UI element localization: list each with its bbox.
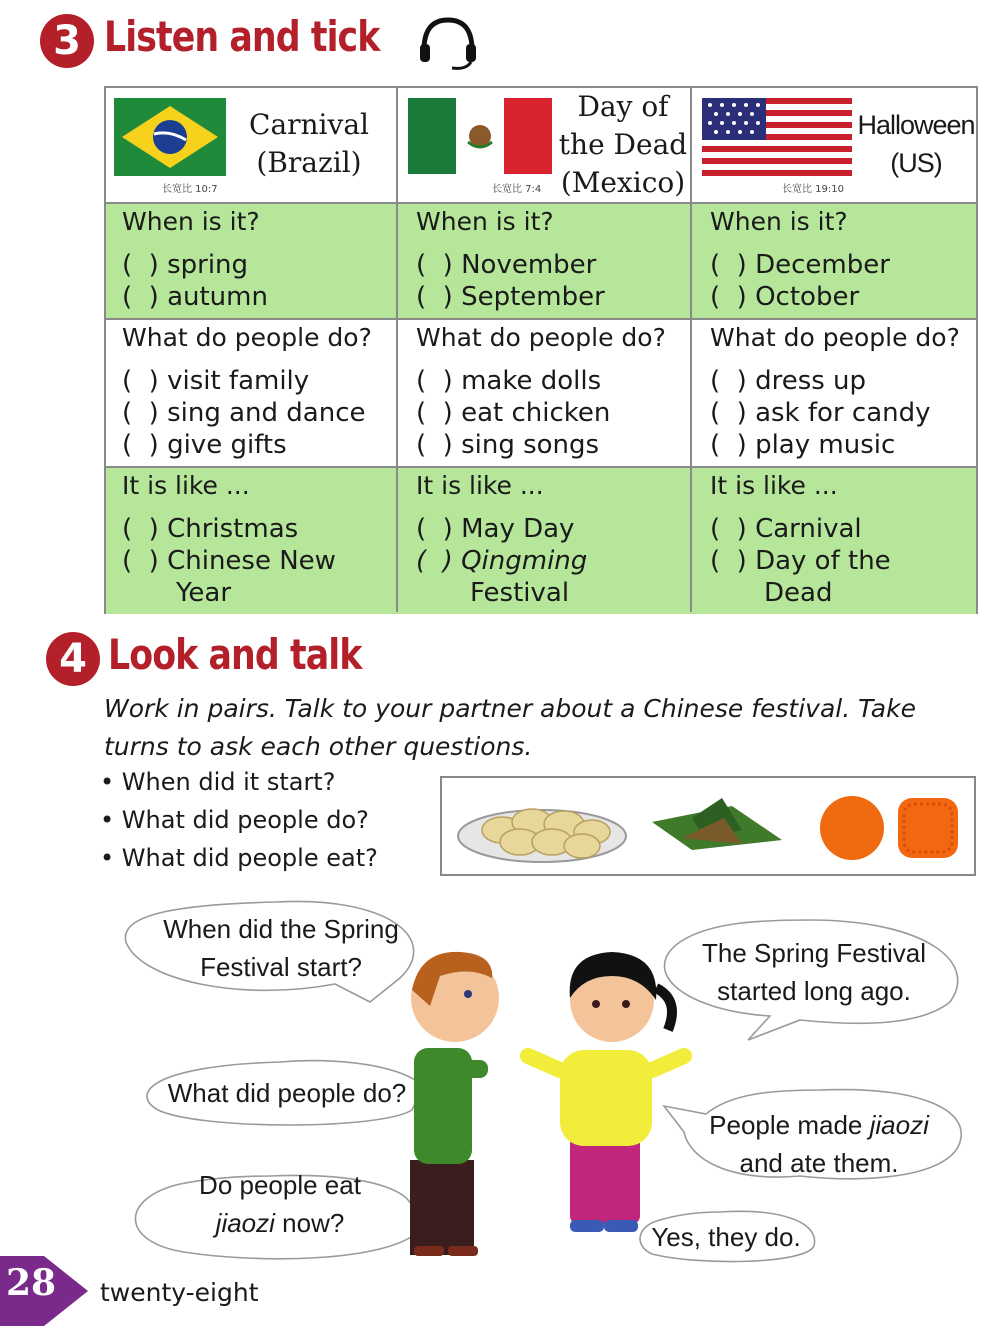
food-illustration xyxy=(442,778,974,874)
instruction-line-1: Work in pairs. Talk to your partner about a Chinese festival. Take xyxy=(104,694,916,723)
speech-bubble-boy-1: When did the Spring Festival start? xyxy=(163,914,399,982)
option[interactable]: ( ) spring xyxy=(122,250,249,280)
question-like: It is like ... xyxy=(122,471,250,500)
row-divider xyxy=(106,466,976,468)
question-like: It is like ... xyxy=(710,471,838,500)
option[interactable]: ( ) Day of the xyxy=(710,546,891,576)
speech-bubble-boy-3: Do people eat jiaozi now? xyxy=(199,1170,361,1238)
section-number-badge: 3 xyxy=(40,14,94,68)
option-continued: Dead xyxy=(764,578,833,608)
option[interactable]: ( ) October xyxy=(710,282,860,312)
option[interactable]: ( ) Carnival xyxy=(710,514,862,544)
option[interactable]: ( ) November xyxy=(416,250,597,280)
question-what-do: What do people do? xyxy=(710,323,960,352)
column-divider xyxy=(396,88,398,612)
page-number: 28 xyxy=(6,1262,57,1304)
flag-ratio-label: 长宽比 19:10 xyxy=(782,184,844,195)
festival-name: Day of the Dead (Mexico) xyxy=(558,90,688,199)
option-continued: Year xyxy=(176,578,232,608)
option[interactable]: ( ) Christmas xyxy=(122,514,299,544)
speech-bubble-girl-1: The Spring Festival started long ago. xyxy=(702,938,926,1006)
zongzi-image xyxy=(652,798,782,850)
option[interactable]: ( ) September xyxy=(416,282,605,312)
section-number-badge: 4 xyxy=(46,632,100,686)
flag-ratio-label: 长宽比 10:7 xyxy=(162,184,218,195)
speech-bubble-girl-2: People made jiaozi and ate them. xyxy=(709,1110,929,1178)
question-when: When is it? xyxy=(122,207,260,236)
headphones-icon xyxy=(416,14,480,70)
question-what-do: What do people do? xyxy=(416,323,666,352)
question-like: It is like ... xyxy=(416,471,544,500)
option[interactable]: ( ) eat chicken xyxy=(416,398,611,428)
speech-bubble-girl-3: Yes, they do. xyxy=(651,1222,801,1252)
option[interactable]: ( ) ask for candy xyxy=(710,398,931,428)
option[interactable]: ( ) autumn xyxy=(122,282,268,312)
option[interactable]: ( ) sing and dance xyxy=(122,398,366,428)
girl-character xyxy=(528,952,684,1232)
option[interactable]: ( ) December xyxy=(710,250,890,280)
bullet-question: • What did people eat? xyxy=(100,844,378,872)
listen-and-tick-table xyxy=(104,86,978,614)
option[interactable]: ( ) visit family xyxy=(122,366,310,396)
option[interactable]: ( ) Qingming xyxy=(416,546,588,576)
festival-food-picture xyxy=(440,776,976,876)
festival-name: Halloween (US) xyxy=(857,110,975,178)
bullet-question: • When did it start? xyxy=(100,768,336,796)
jiaozi-plate-image xyxy=(458,809,626,862)
festival-name: Carnival (Brazil) xyxy=(249,108,369,179)
row-divider xyxy=(106,202,976,204)
option[interactable]: ( ) play music xyxy=(710,430,896,460)
question-when: When is it? xyxy=(710,207,848,236)
option[interactable]: ( ) make dolls xyxy=(416,366,602,396)
bullet-question: • What did people do? xyxy=(100,806,369,834)
option[interactable]: ( ) dress up xyxy=(710,366,867,396)
brazil-flag xyxy=(114,98,226,176)
row-divider xyxy=(106,318,976,320)
section-title: Listen and tick xyxy=(104,12,380,61)
option-continued: Festival xyxy=(470,578,570,608)
speech-bubble-boy-2: What did people do? xyxy=(167,1078,407,1108)
mexico-flag xyxy=(408,98,552,174)
question-what-do: What do people do? xyxy=(122,323,372,352)
option[interactable]: ( ) May Day xyxy=(416,514,575,544)
page-number-words: twenty-eight xyxy=(100,1278,259,1307)
question-when: When is it? xyxy=(416,207,554,236)
instruction-line-2: turns to ask each other questions. xyxy=(104,732,533,761)
section-title: Look and talk xyxy=(108,630,362,679)
option[interactable]: ( ) give gifts xyxy=(122,430,287,460)
option[interactable]: ( ) sing songs xyxy=(416,430,600,460)
usa-flag xyxy=(702,98,852,176)
flag-ratio-label: 长宽比 7:4 xyxy=(492,184,542,195)
mooncake-image xyxy=(820,796,958,860)
column-divider xyxy=(690,88,692,612)
option[interactable]: ( ) Chinese New xyxy=(122,546,336,576)
